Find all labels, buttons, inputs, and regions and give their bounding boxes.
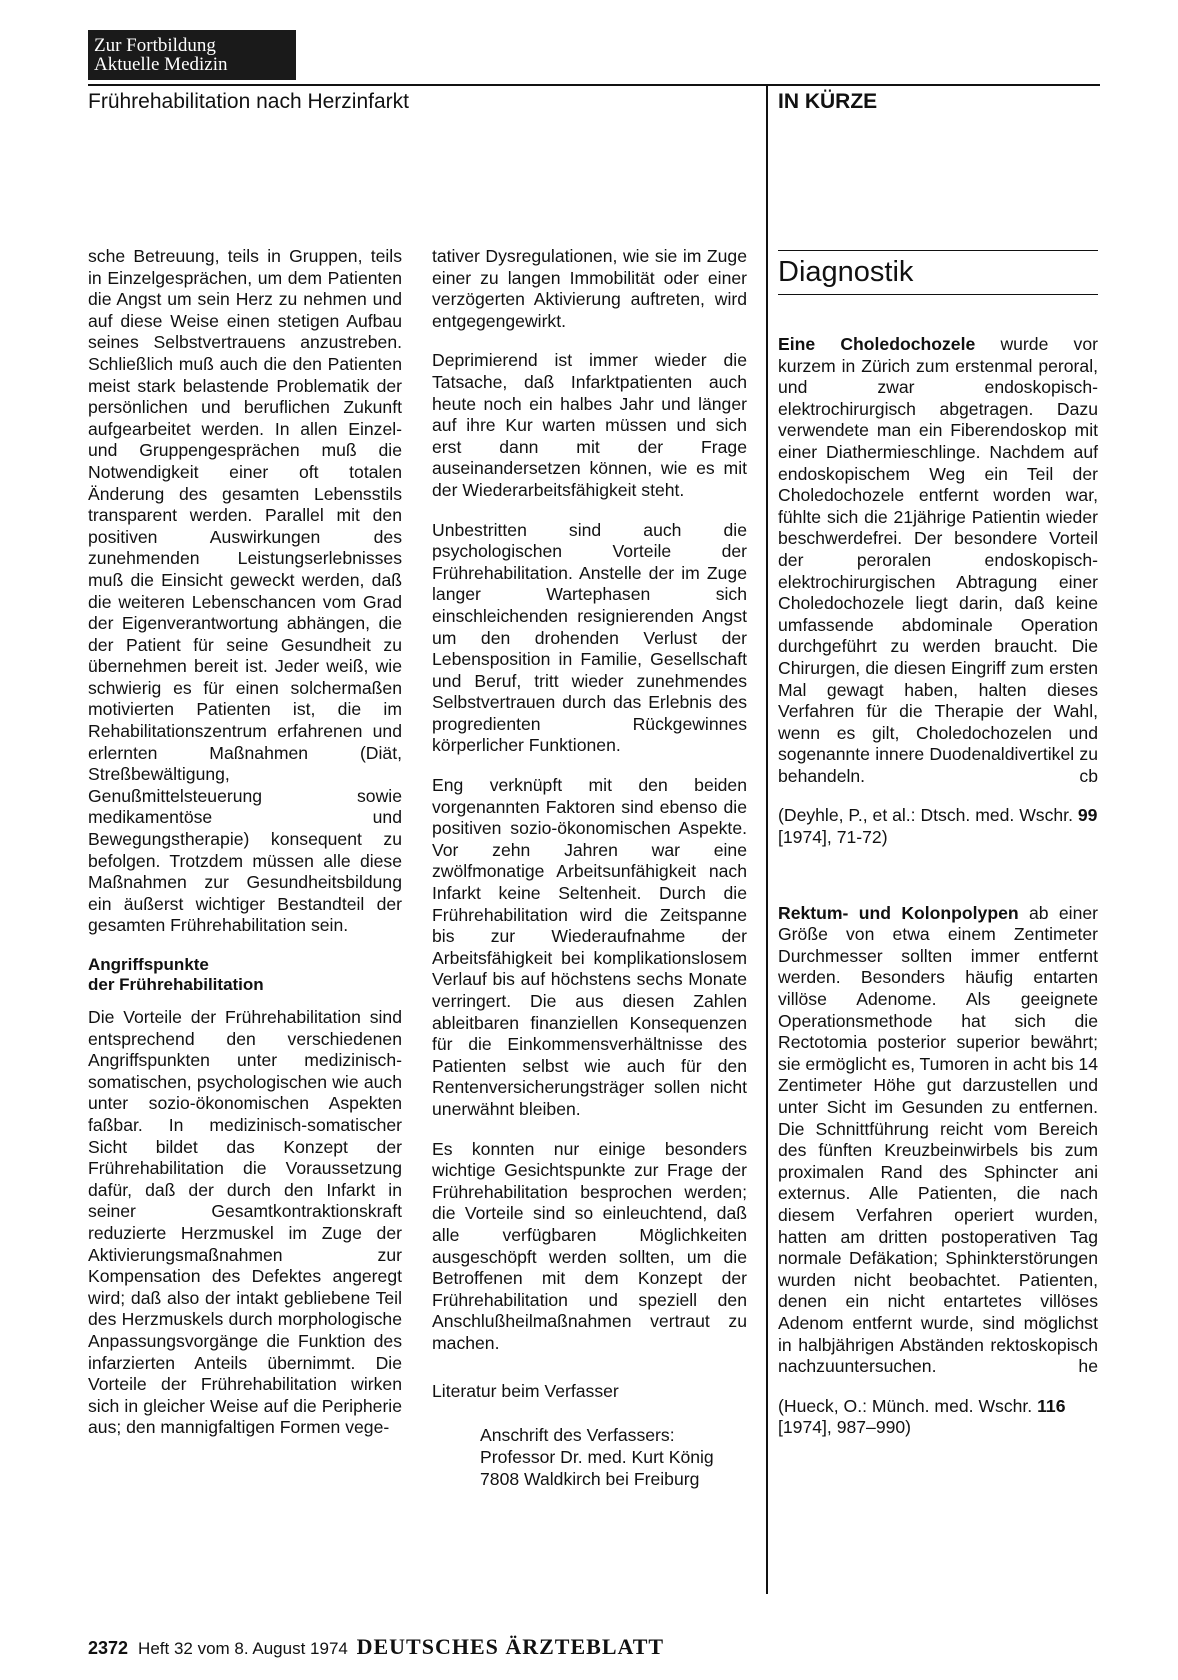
page-number: 2372 — [88, 1638, 129, 1658]
paragraph: tativer Dysregulationen, wie sie im Zuge einer zu langen Immobilität oder einer verzögerten Aktivierung auftreten, wird entgegengewirkt. — [432, 246, 747, 331]
reference — [778, 805, 1098, 848]
top-rule — [88, 84, 1100, 86]
reference-text: (Hueck, O.: Münch. med. Wschr. — [778, 1395, 1038, 1416]
address-line: 7808 Waldkirch bei Freiburg — [480, 1469, 700, 1490]
reference-text: (Deyhle, P., et al.: Dtsch. med. Wschr. — [778, 805, 1078, 826]
spacer — [778, 867, 1098, 903]
paragraph: Die Vorteile der Frührehabilitation sind entsprechend den verschiedenen Angriffspunkten unter medizinisch-somatischen, psychologischen wie auch unter sozio-ökonomischen Aspekten faßbar. In medizinisch-somatischer Sicht bildet das Konzept der Frührehabilitation die Voraussetzung dafür, daß der durch den Infarkt in seiner Gesamtkontraktionskraft reduzierte Herzmuskel im Zuge der Aktivierungsmaßnahmen zur Kompensation des Defektes angeregt wird; daß also der intakt gebliebene Teil des Herzmuskels durch morphologische Anpassungsvorgänge die Funktion des infarzierten Anteils übernimmt. Die Vorteile der Frührehabilitation wirken sich in gleicher Weise auf die Peripherie aus; den mannigfaltigen Formen vege- — [88, 1007, 402, 1438]
literature-note: Literatur beim Verfasser — [432, 1380, 619, 1401]
news-text: ab einer Größe von etwa einem Zentimeter Durchmesser sollten immer entfernt werden. Besonders häufig entarten villöse Adenome. Als geeignete Operationsmethode hat sich die Rectotomia posterior superior bewährt; sie ermöglicht es, Tumoren in acht bis 14 Zentimeter Höhe gut darzustellen und unter Sicht im Gesunden zu entfernen. Die Schnittführung reicht vom Bereich des fünften Kreuzbeinwirbels bis zum proximalen Rand des Sphincter ani externus. Alle Patienten, die nach diesem Verfahren operiert wurden, hatten am dritten postoperativen Tag normale Defäkation; Sphinkterstörungen wurden nicht beobachtet. Patienten, denen ein nicht entartetes villöses Adenom entfernt wurde, sind möglichst in halbjährigen Abständen rektoskopisch nachzuuntersuchen. — [778, 902, 1098, 1377]
address-line: Professor Dr. med. Kurt König — [480, 1447, 714, 1468]
paragraph: Eng verknüpft mit den beiden vorgenannten Faktoren sind ebenso die positiven sozio-ökonomischen Aspekte. Vor zehn Jahren war eine zwölfmonatige Arbeitsunfähigkeit nach Infarkt keine Seltenheit. Durch die Frührehabilitation wird die Zeitspanne bis zur Wiederaufnahme der Arbeitsfähigkeit bei komplikationslosem Verlauf bis auf höchstens sechs Monate verringert. Die aus diesen Zahlen ableitbaren finanziellen Konsequenzen für die Einkommensverhältnisse des Patienten selbst wie auch für den Rentenversicherungsträger sollen nicht unerwähnt bleiben. — [432, 775, 747, 1119]
author-address — [480, 1424, 747, 1490]
paragraph: Es konnten nur einige besonders wichtige Gesichtspunkte zur Frage der Frührehabilitation besprochen werden; die Vorteile sind so einleuchtend, daß alle verfügbaren Möglichkeiten ausgeschöpft werden sollten, um die Betroffenen mit dem Konzept der Frührehabilitation und speziell den Anschlußheilmaßnahmen vertraut zu machen. — [432, 1138, 747, 1353]
section-rule — [778, 250, 1098, 251]
reference-text: [1974], 987–990) — [778, 1417, 912, 1438]
subheading-line: Angriffspunkte — [88, 955, 209, 974]
reference — [778, 1396, 1098, 1439]
paragraph: Unbestritten sind auch die psychologischen Vorteile der Frührehabilitation. Anstelle der im Zuge langer Wartephasen sich einschleichenden resignierenden Angst um den drohenden Verlust der Lebensposition in Familie, Gesellschaft und Beruf, tritt wieder zunehmendes Selbstvertrauen durch das Erlebnis des progredienten Rückgewinnes körperlicher Funktionen. — [432, 519, 747, 756]
paragraph: sche Betreuung, teils in Gruppen, teils in Einzelgesprächen, um dem Patienten die Angst um sein Herz zu nehmen und auf diese Weise einen stetigen Aufbau seines Selbstvertrauens anzustreben. Schließlich muß auch die den Patienten meist stark belastende Problematik der persönlichen und beruflichen Zukunft aufgearbeitet werden. In allen Einzel- und Gruppengesprächen muß die Notwendigkeit einer oft totalen Änderung des gesamten Lebensstils transparent werden. Parallel mit den positiven Auswirkungen des zunehmenden Leistungserlebnisses muß die Einsicht geweckt werden, daß die weiteren Lebenschancen vom Grad der Eigenverantwortung abhängen, die der Patient für seine Gesundheit zu übernehmen bereit ist. Jeder weiß, wie schwierig es für einen solchermaßen motivierten Patienten ist, die im Rehabilitationszentrum erfahrenen und erlernten Maßnahmen (Diät, Streßbewältigung, Genußmittelsteuerung sowie medikamentöse und Bewegungstherapie) konsequent zu befolgen. Trotzdem müssen alle diese Maßnahmen zur Gesundheitsbildung ein äußerst wichtiger Bestandteil der gesamten Frührehabilitation sein. — [88, 246, 402, 936]
author-signature: cb — [1079, 765, 1098, 786]
section-label: IN KÜRZE — [778, 90, 878, 113]
section-title: Diagnostik — [778, 256, 914, 288]
paragraph: Deprimierend ist immer wieder die Tatsache, daß Infarktpatienten auch heute noch ein halbes Jahr und länger auf ihre Kur warten müssen und sich erst dann mit der Frage auseinandersetzen können, wie es mit der Wiederarbeitsfähigkeit steht. — [432, 350, 747, 500]
address-line: Anschrift des Verfassers: — [480, 1425, 675, 1446]
rubric-box — [88, 30, 296, 80]
rubric-line: Aktuelle Medizin — [94, 54, 228, 75]
section-rule — [778, 294, 1098, 295]
subheading — [88, 955, 402, 995]
issue-info: Heft 32 vom 8. August 1974 — [138, 1639, 348, 1658]
article-column-2 — [432, 246, 747, 1490]
news-item — [778, 334, 1098, 787]
rubric-line: Zur Fortbildung — [94, 35, 216, 56]
subheading-line: der Frührehabilitation — [88, 975, 264, 994]
column-divider — [766, 84, 768, 1594]
news-text: wurde vor kurzem in Zürich zum erstenmal peroral, und zwar endoskopisch-elektrochirurgisch abgetragen. Dazu verwendete man ein Fiberendoskop mit einer Diathermieschlinge. Nachdem auf endoskopischem Weg ein Teil der Choledochozele entfernt worden war, fühlte sich die 21jährige Patientin wieder beschwerdefrei. Der besondere Vorteil der peroralen endoskopisch-elektrochirurgischen Abtragung einer Choledochozele liegt darin, daß keine umfassende abdominale Operation durchgeführt zu werden braucht. Die Chirurgen, die diesen Eingriff zum ersten Mal gewagt haben, halten dieses Verfahren für die Therapie der Wahl, wenn es gilt, Choledochozelen und sogenannte innere Duodenaldivertikel zu behandeln. — [778, 334, 1098, 786]
running-title: Frührehabilitation nach Herzinfarkt — [88, 90, 409, 113]
news-item — [778, 903, 1098, 1378]
reference-text: [1974], 71-72) — [778, 827, 888, 848]
reference-volume: 116 — [1037, 1395, 1066, 1416]
reference-volume: 99 — [1077, 805, 1098, 826]
author-signature: he — [1078, 1356, 1098, 1377]
news-lead: Rektum- und Kolonpolypen — [778, 902, 1019, 923]
news-column — [778, 334, 1098, 1457]
news-lead: Eine Choledochozele — [778, 334, 976, 354]
article-column-1 — [88, 246, 402, 1457]
page-footer — [88, 1634, 664, 1660]
magazine-name: DEUTSCHES ÄRZTEBLATT — [356, 1634, 665, 1659]
